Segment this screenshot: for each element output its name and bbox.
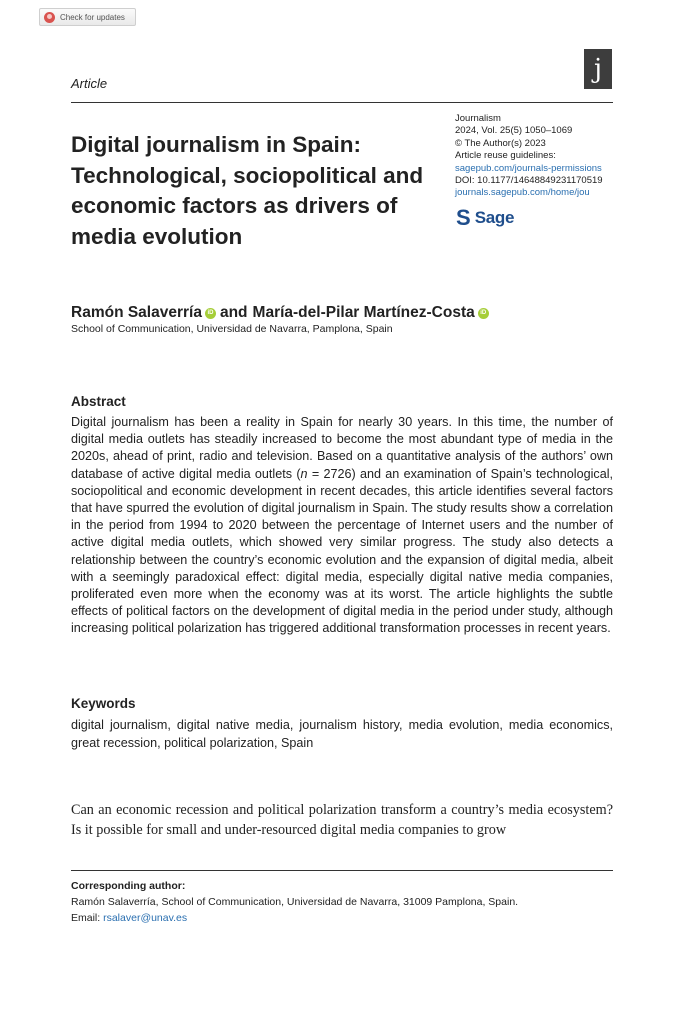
sage-s-icon: S: [456, 205, 471, 230]
volume-info: 2024, Vol. 25(5) 1050–1069: [455, 125, 573, 137]
author-list: [71, 304, 493, 322]
sage-wordmark: Sage: [474, 208, 515, 227]
sage-logo: [456, 207, 514, 229]
footnote-divider: [71, 870, 613, 871]
crossmark-icon: [44, 12, 55, 23]
journal-name: Journalism: [455, 113, 501, 124]
author-affiliation: School of Communication, Universidad de Navarra, Pamplona, Spain: [71, 323, 393, 335]
journal-logo: j: [584, 49, 612, 89]
corresponding-author-email: [71, 912, 187, 924]
corresponding-author-address: Ramón Salaverría, School of Communication, Universidad de Navarra, 31009 Pamplona, Spain.: [71, 896, 519, 908]
intro-paragraph: Can an economic recession and political polarization transform a country’s media ecosystem? Is it possible for small and under-resourced digital media companies to grow: [71, 802, 613, 838]
corresponding-author-heading: Corresponding author:: [71, 880, 186, 892]
permissions-link[interactable]: sagepub.com/journals-permissions: [455, 162, 602, 174]
author-name: Ramón Salaverría: [71, 304, 202, 321]
article-type-label: Article: [71, 76, 108, 91]
doi-line: DOI: 10.1177/14648849231170519: [455, 175, 603, 187]
journal-homepage-link[interactable]: journals.sagepub.com/home/jou: [455, 187, 590, 199]
author-name: María-del-Pilar Martínez-Costa: [252, 304, 475, 321]
publication-metadata: [455, 113, 625, 200]
check-for-updates-button[interactable]: [39, 8, 136, 26]
keywords-text: digital journalism, digital native media, journalism history, media evolution, media economics, great recession, political polarization, Spain: [71, 718, 613, 750]
header-divider: [71, 102, 613, 103]
reuse-guidelines-label: Article reuse guidelines:: [455, 150, 556, 162]
abstract-heading: Abstract: [71, 394, 126, 409]
abstract-text: Digital journalism has been a reality in Spain for nearly 30 years. In this time, the number of digital media outlets has steadily increased to become the most abundant type of media in the 2020s, ahead of print, radio and television. Based on a quantitative analysis of the authors’ own database of active digital media outlets (n = 2726) and an examination of Spain’s technological, sociopolitical and economic development in recent decades, this article identifies several factors that have spurred the evolution of digital journalism in Spain. The study results show a correlation in the period from 1994 to 2020 between the percentage of Internet users and the number of active digital media outlets, which showed very similar progress. The study also detects a relationship between the country’s economic evolution and the expansion of digital media, albeit with a seemingly paradoxical effect: digital media, especially digital native media companies, proliferated even more when the economy was at its worst. The article highlights the subtle effects of political factors on the development of digital media in the period under study, although increasing political polarization has triggered additional transformation processes in recent years.: [71, 415, 613, 636]
orcid-icon[interactable]: iD: [205, 308, 216, 319]
orcid-icon[interactable]: iD: [478, 308, 489, 319]
copyright-line: © The Author(s) 2023: [455, 137, 546, 149]
author-conjunction: and: [219, 304, 248, 321]
n-symbol: n: [300, 466, 308, 481]
check-for-updates-label: Check for updates: [60, 12, 125, 22]
paper-title: Digital journalism in Spain: Technological, sociopolitical and economic factors as drivers of media evolution: [71, 132, 424, 249]
email-link[interactable]: rsalaver@unav.es: [103, 912, 188, 924]
email-label: Email:: [71, 912, 104, 924]
keywords-heading: Keywords: [71, 696, 136, 711]
